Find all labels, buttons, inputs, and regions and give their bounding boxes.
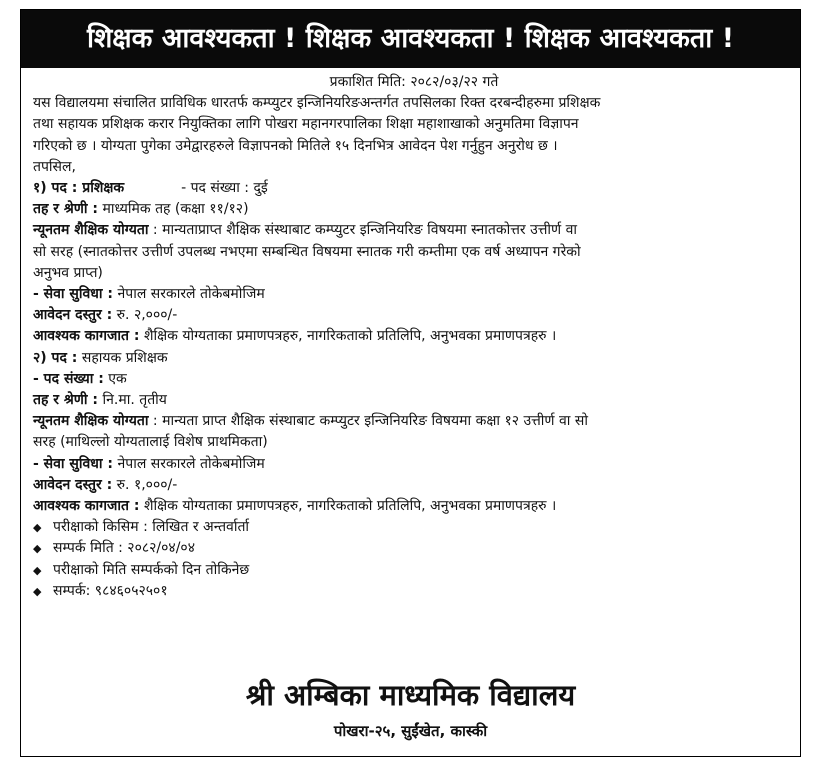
post2-docs-label: आवश्यक कागजात : <box>33 498 140 515</box>
post1-docs-row <box>33 326 795 347</box>
post2-fee-label: आवेदन दस्तुर : <box>33 476 113 493</box>
post2-title-row <box>33 348 795 369</box>
post2-fee-value: रु. १,०००/- <box>112 476 178 493</box>
post1-fee-value: रु. २,०००/- <box>112 307 178 324</box>
post1-docs-label: आवश्यक कागजात : <box>33 328 140 345</box>
school-name: श्री अम्बिका माध्यमिक विद्यालय <box>245 678 576 712</box>
notice-body <box>33 72 795 602</box>
post2-level-row <box>33 390 795 411</box>
bullet-text: परीक्षाको मिति सम्पर्कको दिन तोकिनेछ <box>53 561 250 578</box>
post1-qual-row <box>33 220 795 241</box>
headline-banner: शिक्षक आवश्यकता ! शिक्षक आवश्यकता ! शिक्षक आवश्यकता ! <box>21 10 800 68</box>
post1-facility-label: - सेवा सुविधा : <box>33 286 114 303</box>
intro-line: तथा सहायक प्रशिक्षक करार नियुक्तिका लागि पोखरा महानगरपालिका शिक्षा महाशाखाको अनुमतिमा विज्ञापन <box>33 116 579 133</box>
school-address: पोखरा-२५, सुईंखेत, कास्की <box>333 722 488 740</box>
bullet-text: सम्पर्क: ९८४६०५२५०१ <box>53 582 168 599</box>
list-item <box>33 560 795 581</box>
post1-qual-label: न्यूनतम शैक्षिक योग्यता <box>33 222 149 239</box>
post1-level-row <box>33 199 795 220</box>
post2-facility-value: नेपाल सरकारले तोकेबमोजिम <box>113 455 265 472</box>
intro-line: गरिएको छ । योग्यता पुगेका उमेद्वारहरुले विज्ञापनको मितिले १५ दिनभित्र आवेदन पेश गर्नुहुन अनुरोध छ । <box>33 137 558 154</box>
diamond-bullet-icon: ◆ <box>33 584 42 598</box>
post1-qual-text: : मान्यताप्राप्त शैक्षिक संस्थाबाट कम्प्युटर इन्जिनियरिङ विषयमा स्नातकोत्तर उत्तीर्ण वा <box>148 222 578 239</box>
diamond-bullet-icon: ◆ <box>33 563 42 577</box>
notice-frame <box>20 9 801 757</box>
post2-fee-row <box>33 475 795 496</box>
post1-level-label: तह र श्रेणी : <box>33 201 99 218</box>
published-date: प्रकाशित मिति: २०८२/०३/२२ गते <box>329 74 499 90</box>
post2-qual-label: न्यूनतम शैक्षिक योग्यता <box>33 413 149 430</box>
post1-facility-value: नेपाल सरकारले तोकेबमोजिम <box>113 286 265 303</box>
post1-count: - पद संख्या : दुई <box>181 180 268 197</box>
post2-count-row <box>33 369 795 390</box>
bullet-text: परीक्षाको किसिम : लिखित र अन्तर्वार्ता <box>53 519 250 536</box>
post1-fee-row <box>33 305 795 326</box>
post2-facility-row <box>33 454 795 475</box>
post2-level-value: नि.मा. तृतीय <box>98 392 167 409</box>
intro-line: तपसिल, <box>33 158 76 175</box>
post1-title-row <box>33 178 795 199</box>
post1-qual-line: अनुभव प्राप्त) <box>33 264 103 281</box>
post2-title-label: २) पद : <box>33 349 78 366</box>
bullet-text: सम्पर्क मिति : २०८२/०४/०४ <box>53 540 195 557</box>
post2-level-label: तह र श्रेणी : <box>33 392 99 409</box>
post1-fee-label: आवेदन दस्तुर : <box>33 307 113 324</box>
post1-title: १) पद : प्रशिक्षक <box>33 180 125 197</box>
post1-docs-value: शैक्षिक योग्यताका प्रमाणपत्रहरु, नागरिकताको प्रतिलिपि, अनुभवका प्रमाणपत्रहरु । <box>139 328 557 345</box>
diamond-bullet-icon: ◆ <box>33 542 42 556</box>
post2-qual-text: : मान्यता प्राप्त शैक्षिक संस्थाबाट कम्प्युटर इन्जिनियरिङ विषयमा कक्षा १२ उत्तीर्ण वा सो <box>148 413 588 430</box>
diamond-bullet-icon: ◆ <box>33 521 42 535</box>
post2-title-value: सहायक प्रशिक्षक <box>77 349 168 366</box>
post2-docs-value: शैक्षिक योग्यताका प्रमाणपत्रहरु, नागरिकताको प्रतिलिपि, अनुभवका प्रमाणपत्रहरु । <box>139 498 557 515</box>
intro-line: यस विद्यालयमा संचालित प्राविधिक धारतर्फ कम्प्युटर इन्जिनियरिङअन्तर्गत तपसिलका रिक्त दरबन्दीहरुमा प्रशिक्षक <box>33 95 601 112</box>
post2-qual-line: सरह (माथिल्लो योग्यतालाई विशेष प्राथमिकता) <box>33 434 268 451</box>
post1-level-value: माध्यमिक तह (कक्षा ११/१२) <box>98 201 249 218</box>
post2-count-value: एक <box>103 370 127 387</box>
list-item <box>33 581 795 602</box>
post1-qual-line: सो सरह (स्नातकोत्तर उत्तीर्ण उपलब्ध नभएमा सम्बन्धित विषयमा स्नातक गरी कम्तीमा एक वर्ष अध्यापन गरेको <box>33 243 581 260</box>
list-item <box>33 517 795 538</box>
info-bullet-list <box>33 517 795 602</box>
post2-facility-label: - सेवा सुविधा : <box>33 455 114 472</box>
post2-qual-row <box>33 411 795 432</box>
post2-count-label: - पद संख्या : <box>33 370 104 387</box>
list-item <box>33 538 795 559</box>
post1-facility-row <box>33 284 795 305</box>
post2-docs-row <box>33 496 795 517</box>
